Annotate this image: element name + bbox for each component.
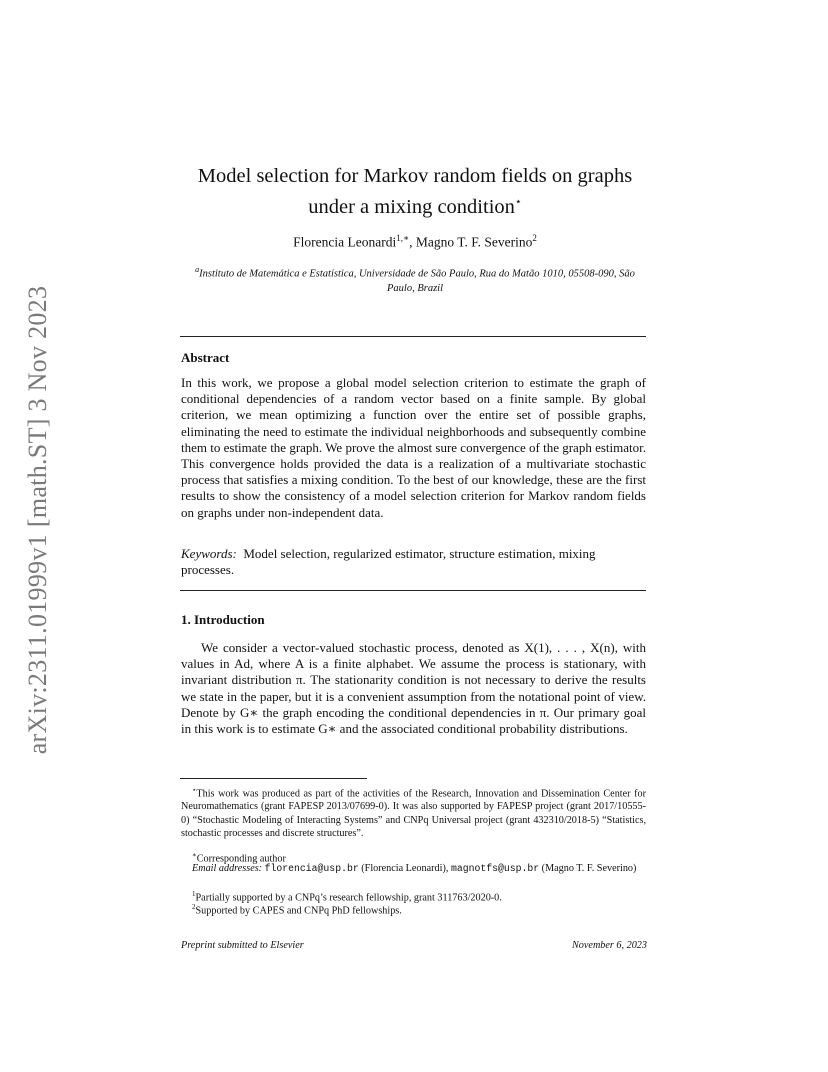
affiliation-text: Instituto de Matemática e Estatística, Universidade de São Paulo, Rua do Matão 1010, 05508-090, São Paulo, Brazil [199,268,635,294]
footer-date: November 6, 2023 [572,940,647,951]
keywords-text: Model selection, regularized estimator, structure estimation, mixing processes. [181,546,596,578]
footnote-2-text: Supported by CAPES and CNPq PhD fellowships. [195,905,402,917]
author-list [150,233,680,251]
footer-preprint-note: Preprint submitted to Elsevier [181,940,304,951]
title-footnote-mark: ⋆ [514,196,522,208]
email-name-1: (Florencia Leonardi), [361,863,449,874]
footnote-corresponding-text: Corresponding author [196,853,286,865]
abstract-bottom-rule [180,590,646,591]
footnote-emails [181,862,646,875]
email-label: Email addresses: [192,863,263,874]
footnote-funding-text: This work was produced as part of the activities of the Research, Innovation and Dissemination Center for Neuromathematics (grant FAPESP 2013/07699-0). It was also supported by FAPESP project (grant 2017/10555-0) “Stochastic Modeling of Interacting Systems” and CNPq Universal project (grant 432310/2018-5) “Statistics, stochastic processes and discrete structures”. [181,788,646,839]
author-1-mark: 1,∗ [396,233,410,243]
affiliation-mark: a [195,265,200,274]
section-heading-introduction: 1. Introduction [181,612,265,627]
email-name-2: (Magno T. F. Severino) [541,863,637,874]
author-separator: , [409,234,416,250]
author-2-mark: 2 [532,233,537,243]
author-2: Magno T. F. Severino [415,234,533,250]
footnote-rule [180,778,367,779]
footnote-funding [181,784,646,840]
footnote-2 [181,901,646,917]
email-link-1[interactable]: florencia@usp.br [264,863,359,874]
introduction-paragraph: We consider a vector-valued stochastic process, denoted as X(1), . . . , X(n), with values in Ad, where A is a finite alphabet. We assume the process is stationary, with invariant distribution π. The stationarity condition is not necessary to derive the results we state in the paper, but it is a convenient assumption from the notational point of view. Denote by G∗ the graph encoding the conditional dependencies in π. Our primary goal in this work is to estimate G∗ and the associated conditional probability distributions. [181,640,646,737]
title-line-2 [150,189,680,220]
abstract-top-rule [180,336,646,337]
footnote-1-mark: 1 [192,890,196,898]
arxiv-stamp [13,275,63,765]
email-link-2[interactable]: magnotfs@usp.br [450,863,540,874]
footnote-corresponding-mark: ∗ [192,851,197,859]
arxiv-stamp-text: arXiv:2311.01999v1 [math.ST] 3 Nov 2023 [23,285,52,755]
title-line-2-text: under a mixing condition [308,195,515,218]
abstract-heading: Abstract [181,350,230,365]
paper-title [150,163,680,220]
affiliation [190,263,640,296]
title-line-1: Model selection for Markov random fields on graphs [197,165,633,187]
footnote-1-text: Partially supported by a CNPq’s research fellowship, grant 311763/2020-0. [195,892,502,904]
keywords [181,546,646,578]
keywords-label: Keywords: [181,546,237,561]
author-1: Florencia Leonardi [293,234,397,250]
footnote-2-mark: 2 [192,903,196,911]
footnote-funding-mark: ⋆ [192,786,197,794]
abstract-text: In this work, we propose a global model selection criterion to estimate the graph of conditional dependencies of a random vector based on a finite sample. By global criterion, we mean optimizing a function over the entire set of possible graphs, eliminating the need to estimate the individual neighborhoods and subsequently combine them to estimate the graph. We prove the almost sure convergence of the graph estimator. This convergence holds provided the data is a realization of a multivariate stochastic process that satisfies a mixing condition. To the best of our knowledge, these are the first results to show the consistency of a model selection criterion for Markov random fields on graphs under non-independent data. [181,375,646,520]
